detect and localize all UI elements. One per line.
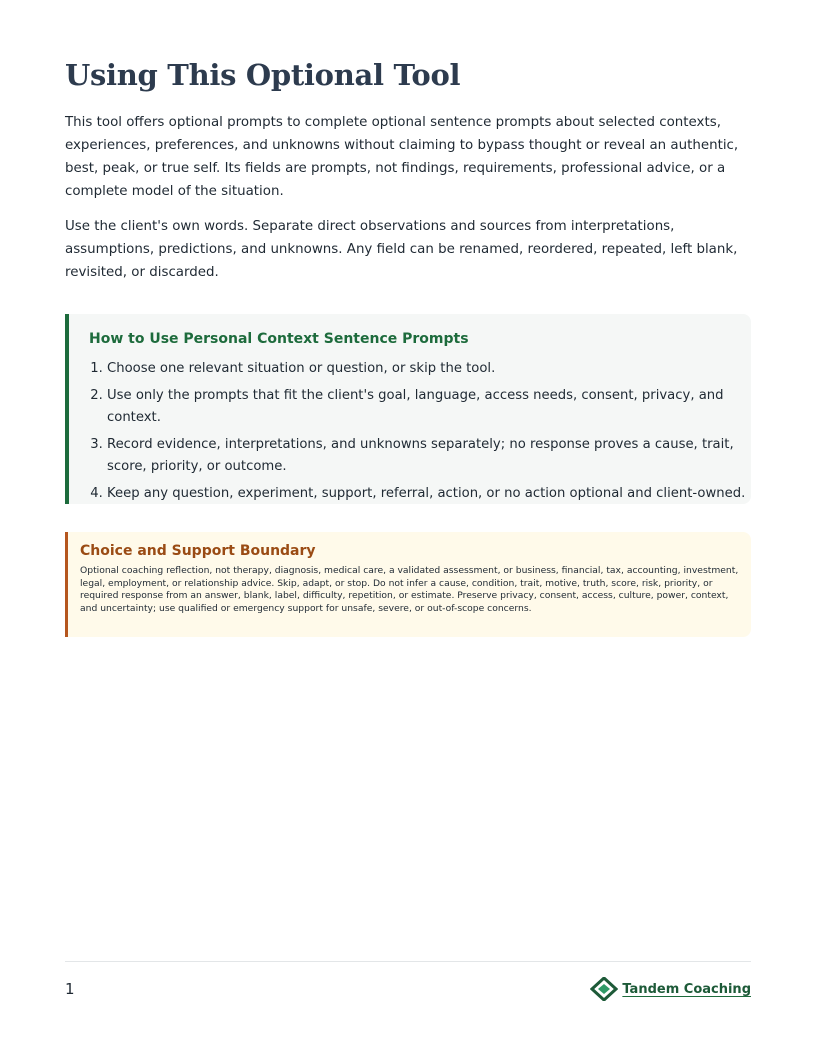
brand-logo	[590, 977, 751, 1001]
how-to-callout	[65, 314, 751, 504]
how-to-title: How to Use Personal Context Sentence Prompts	[89, 331, 469, 347]
how-to-step: 4. Keep any question, experiment, support, referral, action, or no action optional and client-owned.	[107, 483, 757, 505]
boundary-text: Optional coaching reflection, not therapy, diagnosis, medical care, a validated assessment, or business, financial, tax, accounting, investment, legal, employment, or relationship advice. Skip, adapt, or stop. Do not infer a cause, condition, trait, motive, truth, score, risk, priority, or required response from an answer, blank, label, difficulty, repetition, or estimate. Preserve privacy, consent, access, culture, power, context, and uncertainty; use qualified or emergency support for unsafe, severe, or out-of-scope concerns.	[80, 565, 739, 614]
boundary-title: Choice and Support Boundary	[80, 543, 316, 559]
page-number: 1	[65, 980, 75, 998]
diamond-logo-icon	[590, 977, 618, 1001]
page-title: Using This Optional Tool	[65, 58, 461, 92]
how-to-step: 2. Use only the prompts that fit the client's goal, language, access needs, consent, privacy, and context.	[107, 385, 757, 429]
footer-divider	[65, 961, 751, 962]
how-to-steps	[89, 358, 757, 510]
how-to-step: 3. Record evidence, interpretations, and unknowns separately; no response proves a cause, trait, score, priority, or outcome.	[107, 434, 757, 478]
intro-paragraph-2: Use the client's own words. Separate direct observations and sources from interpretations, assumptions, predictions, and unknowns. Any field can be renamed, reordered, repeated, left blank, revisited, or discarded.	[65, 219, 738, 280]
how-to-step: 1. Choose one relevant situation or question, or skip the tool.	[107, 358, 757, 380]
boundary-callout	[65, 532, 751, 637]
brand-name: Tandem Coaching	[622, 981, 751, 997]
intro-paragraph-1: This tool offers optional prompts to complete optional sentence prompts about selected contexts, experiences, preferences, and unknowns without claiming to bypass thought or reveal an authentic, best, peak, or true self. Its fields are prompts, not findings, requirements, professional advice, or a complete model of the situation.	[65, 115, 739, 199]
